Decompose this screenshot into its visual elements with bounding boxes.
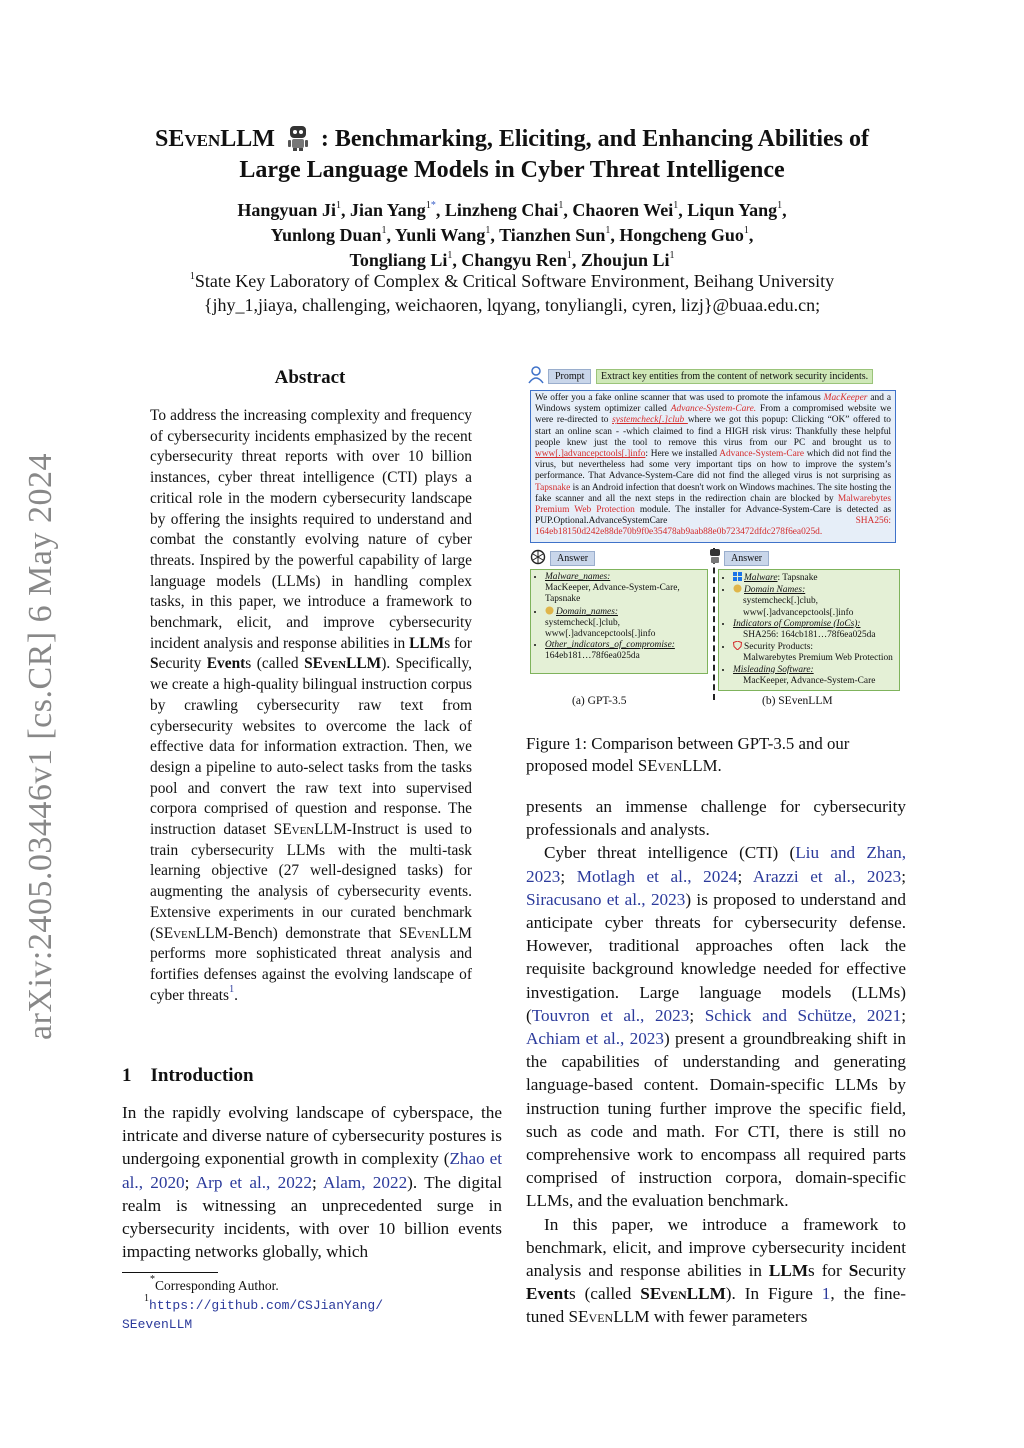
model-name: SEvenLLM	[637, 756, 718, 775]
title-rest: : Benchmarking, Eliciting, and Enhancing Abilities of	[320, 126, 870, 152]
affil-mark: 1	[381, 225, 387, 236]
title-line-1	[80, 124, 944, 155]
entity-highlight: Malwarebytes Premium Web Protection	[535, 493, 891, 516]
author: Yunli Wang	[394, 225, 486, 245]
instruction-label: Extract key entities from the content of network security incidents.	[596, 369, 873, 384]
email-line: {jhy_1,jiaya, challenging, weichaoren, lqyang, tonyliangli, cyren, lizj}@buaa.edu.cn;	[203, 295, 821, 315]
abstract-text: s for	[444, 634, 472, 652]
affil-mark: 1	[485, 225, 491, 236]
figure-ref-link[interactable]: 1	[821, 1284, 831, 1304]
globe-icon	[545, 606, 554, 615]
figure-1	[522, 366, 906, 716]
answer-item: • Malware: Tapsnake	[733, 572, 895, 584]
bold-text: LLM	[409, 634, 445, 652]
citation-link[interactable]: Alam, 2022	[323, 1172, 408, 1192]
citation-link[interactable]: Arp et al., 2022	[195, 1172, 312, 1192]
figure-caption: Figure 1: Comparison between GPT-3.5 and our proposed model SEvenLLM.	[526, 734, 850, 775]
abstract-body	[150, 406, 472, 1006]
affil-mark: 1	[743, 225, 749, 236]
abstract-text: .	[234, 986, 238, 1004]
model-name: SEvenLLM	[154, 126, 275, 152]
answer-item: • Other_indicators_of_compromise: 164eb181…78f6ea025da	[545, 640, 703, 662]
entity-highlight: systemcheck[.]club	[612, 415, 688, 426]
citation-link[interactable]: Liu and Zhan, 2023	[526, 843, 906, 886]
sevenllm-answer-box	[718, 569, 900, 691]
section-title: Introduction	[150, 1065, 254, 1086]
author: Yunlong Duan	[270, 225, 382, 245]
author: Linzheng Chai	[444, 200, 559, 220]
author-list	[80, 198, 944, 273]
model-name: SEvenLLM	[155, 924, 229, 942]
openai-logo-icon	[530, 549, 546, 565]
affiliation-text: State Key Laboratory of Complex & Critical Software Environment, Beihang University	[194, 271, 835, 291]
title-line-2: Large Language Models in Cyber Threat Intelligence	[239, 157, 785, 183]
intro-body: In the rapidly evolving landscape of cyberspace, the intricate and diverse nature of cybersecurity postures is undergoing exponential growth in complexity (Zhao et al., 2020; Arp et al., 2022; Alam, 2022). The digital realm is witnessing an unprecedented surge in cybersecurity incidents, with over 10 billion events impacting networks globally, which	[122, 1103, 503, 1262]
abstract-text: ). Specifically, we create a high-quality bilingual instruction corpus by crawling cybersecurity raw text from cybersecurity websites to overcome the lack of effective data for information extraction. Then, we design a pipeline to auto-select tasks from the tasks pool and convert the raw text into supervised corpora comprised of question and response. The instruction dataset	[150, 655, 472, 839]
footnote-corresponding	[150, 1274, 279, 1294]
robot-icon	[708, 548, 722, 564]
author-line-2: Yunlong Duan$^1$, Yunli Wang$^1$, Tianzhen Sun$^1$, Hongcheng Guo$^1$,	[270, 225, 754, 245]
prompt-tag: Prompt	[548, 369, 591, 384]
answer-item: • Domain_names: systemcheck[.]club, www[.]advancepctools[.]info	[545, 606, 703, 641]
entity-highlight: Tapsnake	[535, 482, 571, 493]
abstract-text: To address the increasing complexity and frequency of cybersecurity incidents emphasized by the recent cybersecurity threat reports with over 10 billion instances, cyber threat intelligence (CTI) plays a critical role in the modern cybersecurity landscape by offering the insights required to understand and combat the constantly evolving nature of cyber threats. Inspired by the powerful capability of large language models (LLMs) in handling complex tasks, in this paper, we introduce a framework to benchmark, elicit, and improve cybersecurity incident analysis and response abilities in	[150, 407, 472, 652]
model-name: SEvenLLM	[398, 924, 472, 942]
abstract-text: performs more sophisticated threat analysis and fortifies defenses against the evolving landscape of cyber threats	[150, 945, 472, 1004]
answer-item: • Indicators of Compromise (IoCs): SHA256: 164cb181…78f6ea025da	[733, 619, 895, 641]
paragraph: presents an immense challenge for cybersecurity professionals and analysts.	[526, 797, 906, 840]
prompt-text-box: We offer you a fake online scanner that was used to promote the infamous MacKeeper and a Windows system optimizer called Advance-System-Care. From a compromised website we were re-directed to systemcheck[.]club where we got this popup: Clicking “OK” offered to start an online scan - -which claimed to find a HIGH risk virus: Thankfully these helpful people knew just the tool to remove this virus from our PC and brought us to www[.]advancepctools[.]info: Here we installed Advance-System-Care which did not find the virus, but nevertheless had some very important tips on how to improve the system’s performance. That Advance-System-Care did not find the alleged virus is not surprising as Tapsnake is an Android infection that doesn't work on Windows machines. The site hosting the fake scanner and all the next steps in the redirection chain are blocked by Malwarebytes Premium Web Protection module. The installer for Advance-System-Care is detected as PUP.Optional.AdvanceSystemCare SHA256: 164eb18150d242e88de70b9f0e35478ab9aab88e0b723472dfdc278f6ea025d.	[530, 390, 896, 543]
bold-text: S	[150, 655, 159, 673]
entity-highlight: MacKeeper	[823, 393, 868, 403]
author: Zhoujun Li	[580, 250, 670, 270]
subcaption-a: (a) GPT-3.5	[572, 695, 627, 707]
footnote-mark: *	[150, 1274, 155, 1285]
footnote-text: Corresponding Author.	[155, 1278, 279, 1293]
author: Liqun Yang	[687, 200, 778, 220]
affil-mark: 1	[566, 250, 572, 261]
footnote-divider	[122, 1272, 218, 1273]
answer-tag: Answer	[724, 551, 769, 566]
author: Tongliang Li	[349, 250, 448, 270]
subcaption-b: (b) SEvenLLM	[762, 695, 833, 707]
windows-icon	[733, 572, 742, 581]
footnote-url	[122, 1293, 384, 1334]
affil-mark: 1	[335, 200, 341, 211]
author: Jian Yang	[349, 200, 426, 220]
abstract-text: -Instruct is used to train cybersecurity LLMs with the multi-task learning objective (27 well-designed tasks) for augmenting the analysis of cybersecurity events. Extensive experiments in our curated benchmark (	[150, 821, 472, 942]
paragraph: Cyber threat intelligence (CTI) (Liu and Zhan, 2023; Motlagh et al., 2024; Arazzi et al., 2023; Siracusano et al., 2023) is proposed to understand and anticipate cyber threats for cybersecurity defense. However, traditional approaches often lack the requisite background knowledge needed for effective investigation. Large language models (LLMs) (Touvron et al., 2023; Schick and Schütze, 2021; Achiam et al., 2023) present a groundbreaking shift in the capabilities of understanding and generating language-based content. Domain-specific LLMs by instruction tuning further improve the specific field, such as code and math. For CTI, there is still no comprehensive work to encompass all required parts comprised of instruction corpora, domain-specific LLMs, and the evaluation benchmark.	[526, 843, 907, 1211]
affil-mark: 1	[673, 200, 679, 211]
entity-highlight: www[.]advancepctools[.]info	[535, 449, 646, 460]
citation-link[interactable]: Zhao et al., 2020	[122, 1149, 502, 1192]
body-text: In the rapidly evolving landscape of cyberspace, the intricate and diverse nature of cybersecurity postures is undergoing exponential growth in complexity (	[122, 1103, 502, 1169]
citation-link[interactable]: Arazzi et al., 2023	[752, 866, 902, 886]
abstract-heading: Abstract	[274, 367, 346, 388]
user-icon	[528, 366, 544, 384]
gpt-answer-box	[530, 569, 708, 674]
model-name: SEvenLLM	[273, 821, 347, 839]
affil-mark: 1	[605, 225, 611, 236]
citation-link[interactable]: Schick and Schütze, 2021	[704, 1005, 902, 1025]
shield-icon	[733, 641, 742, 650]
author-line-3: Tongliang Li$^1$, Changyu Ren$^1$, Zhoujun Li$^1$	[349, 250, 675, 270]
citation-link[interactable]: Siracusano et al., 2023	[526, 889, 686, 909]
affil-mark: 1	[425, 200, 431, 211]
author-line-1: Hangyuan Ji$^1$, Jian Yang$^{1*}$, Linzheng Chai$^1$, Chaoren Wei$^1$, Liqun Yang$^1$,	[237, 200, 787, 220]
entity-highlight: Advance-System-Care.	[670, 404, 757, 415]
citation-link[interactable]: Touvron et al., 2023	[531, 1005, 690, 1025]
citation-link[interactable]: Achiam et al., 2023	[526, 1029, 664, 1049]
right-column-body	[526, 795, 906, 1329]
author: Hongcheng Guo	[619, 225, 744, 245]
robot-mascot-icon	[285, 124, 311, 152]
answer-item: • Malware_names: MacKeeper, Advance-System-Care, Tapsnake	[545, 572, 703, 606]
paragraph: In this paper, we introduce a framework to benchmark, elicit, and improve cybersecurity incident analysis and response abilities in LLMs for Security Events (called SEvenLLM). In Figure 1, the fine-tuned SEvenLLM with fewer parameters	[526, 1214, 906, 1327]
affiliation-line	[80, 269, 944, 293]
github-link[interactable]: SEevenLLM	[122, 1317, 193, 1332]
author: Tianzhen Sun	[499, 225, 606, 245]
github-link[interactable]: https://github.com/CSJianYang/	[149, 1298, 384, 1313]
affil-mark: 1	[447, 250, 453, 261]
model-name: SEvenLLM	[304, 655, 382, 673]
affil-mark: 1	[558, 200, 564, 211]
arxiv-stamp: arXiv:2405.03446v1 [cs.CR] 6 May 2024	[22, 452, 59, 1040]
author: Chaoren Wei	[572, 200, 674, 220]
section-number: 1	[122, 1065, 132, 1086]
footnote-mark: 1	[144, 1293, 149, 1304]
affil-mark: 1	[669, 250, 675, 261]
answer-item: • Security Products: Malwarebytes Premium Web Protection	[733, 641, 895, 664]
author: Changyu Ren	[461, 250, 567, 270]
figure-divider	[713, 548, 715, 700]
globe-icon	[733, 584, 742, 593]
citation-link[interactable]: Motlagh et al., 2024	[576, 866, 738, 886]
answer-tag: Answer	[550, 551, 595, 566]
abstract-text: -Bench) demonstrate that	[228, 924, 399, 942]
entity-highlight: Advance-System-Care	[719, 449, 805, 460]
footnote-link[interactable]: 1	[229, 983, 235, 995]
model-name: SEvenLLM	[568, 1307, 650, 1327]
abstract-text: s (called	[245, 655, 305, 673]
answer-item: • Domain Names: systemcheck[.]club, www[.]advancepctools[.]info	[733, 584, 895, 619]
body-text: ). The digital realm is witnessing an unprecedented surge in cybersecurity incidents, with over 10 billion events impacting networks globally, which	[122, 1172, 503, 1262]
entity-highlight: SHA256: 164eb18150d242e88de70b9f0e35478ab9aab88e0b723472dfdc278f6ea025d.	[535, 516, 891, 538]
paper-title	[80, 124, 944, 186]
abstract-text: ecurity	[158, 655, 207, 673]
affil-mark: 1	[777, 200, 783, 211]
bold-text: Event	[206, 655, 246, 673]
answer-item: • Misleading Software: MacKeeper, Advance-System-Care	[733, 665, 895, 687]
author: Hangyuan Ji	[237, 200, 336, 220]
section-heading	[122, 1065, 254, 1087]
affil-mark: 1	[189, 271, 195, 282]
corresponding-mark: *	[430, 200, 436, 211]
affiliation	[80, 269, 944, 317]
